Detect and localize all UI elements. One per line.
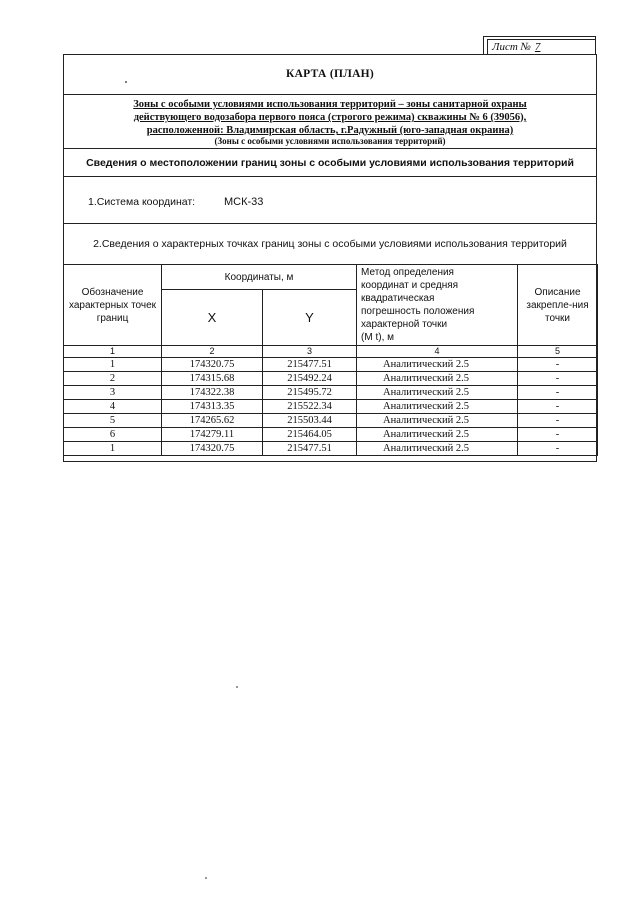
- column-number: 4: [357, 346, 518, 358]
- points-heading-row: [64, 224, 596, 264]
- table-row: [64, 414, 598, 428]
- description: -: [518, 358, 598, 372]
- method: Аналитический 2.5: [357, 428, 518, 442]
- table-header-row: [64, 265, 598, 290]
- y-coordinate: 215495.72: [263, 386, 357, 400]
- sheet-number: 7: [534, 41, 541, 53]
- x-coordinate: 174320.75: [162, 358, 263, 372]
- y-coordinate: 215477.51: [263, 442, 357, 456]
- x-coordinate: 174320.75: [162, 442, 263, 456]
- x-coordinate: 174322.38: [162, 386, 263, 400]
- description: -: [518, 428, 598, 442]
- column-number: 1: [64, 346, 162, 358]
- header-method-line: характерной точки: [361, 319, 448, 330]
- sheet-number-label: [487, 39, 595, 54]
- header-method: [357, 265, 518, 346]
- y-coordinate: 215477.51: [263, 358, 357, 372]
- method: Аналитический 2.5: [357, 386, 518, 400]
- x-coordinate: 174315.68: [162, 372, 263, 386]
- header-method-line: Метод определения: [361, 267, 454, 278]
- point-number: 4: [64, 400, 162, 414]
- sheet-number-box: [483, 36, 596, 55]
- points-heading: 2.Сведения о характерных точках границ зоны с особыми условиями использования территорий: [93, 238, 567, 250]
- x-coordinate: 174265.62: [162, 414, 263, 428]
- boundaries-heading-row: [64, 149, 596, 177]
- column-number: 2: [162, 346, 263, 358]
- point-number: 2: [64, 372, 162, 386]
- coord-system-value: МСК-33: [224, 196, 264, 208]
- header-coordinates: Координаты, м: [162, 265, 357, 290]
- table-row: [64, 372, 598, 386]
- coord-system-label: 1.Система координат:: [88, 196, 196, 208]
- description: -: [518, 442, 598, 456]
- point-number: 1: [64, 442, 162, 456]
- sheet-label: Лист №: [492, 41, 531, 53]
- table-row: [64, 442, 598, 456]
- header-method-line: (M t), м: [361, 332, 394, 343]
- method: Аналитический 2.5: [357, 372, 518, 386]
- header-method-line: квадратическая: [361, 293, 435, 304]
- method: Аналитический 2.5: [357, 400, 518, 414]
- method: Аналитический 2.5: [357, 414, 518, 428]
- header-description: Описание закрепле-ния точки: [518, 265, 598, 346]
- speck: [125, 81, 127, 83]
- method: Аналитический 2.5: [357, 442, 518, 456]
- scan-speck: [205, 877, 207, 879]
- scan-speck: [236, 686, 238, 688]
- description: -: [518, 400, 598, 414]
- x-coordinate: 174279.11: [162, 428, 263, 442]
- x-coordinate: 174313.35: [162, 400, 263, 414]
- point-number: 6: [64, 428, 162, 442]
- y-coordinate: 215492.24: [263, 372, 357, 386]
- header-point-designation: Обозначение характерных точек границ: [64, 265, 162, 346]
- points-table: [63, 264, 598, 456]
- method: Аналитический 2.5: [357, 358, 518, 372]
- column-number: 5: [518, 346, 598, 358]
- description: -: [518, 414, 598, 428]
- table-row: [64, 400, 598, 414]
- zone-line-3: расположенной: Владимирская область, г.Радужный (юго-западная окраина): [146, 125, 514, 136]
- point-number: 1: [64, 358, 162, 372]
- zone-caption: (Зоны с особыми условиями использования территорий): [214, 136, 446, 146]
- table-row: [64, 386, 598, 400]
- header-x: X: [162, 290, 263, 346]
- document-title: КАРТА (ПЛАН): [285, 68, 375, 80]
- description: -: [518, 386, 598, 400]
- boundaries-heading: Сведения о местоположении границ зоны с особыми условиями использования территорий: [86, 157, 574, 169]
- zone-text: [64, 98, 596, 137]
- column-number: 3: [263, 346, 357, 358]
- zone-description: [64, 95, 596, 149]
- y-coordinate: 215522.34: [263, 400, 357, 414]
- header-method-line: координат и средняя: [361, 280, 459, 291]
- y-coordinate: 215503.44: [263, 414, 357, 428]
- point-number: 5: [64, 414, 162, 428]
- zone-line-1: Зоны с особыми условиями использования территорий – зоны санитарной охраны: [133, 99, 527, 110]
- description: -: [518, 372, 598, 386]
- point-number: 3: [64, 386, 162, 400]
- document-frame: [63, 54, 597, 462]
- table-row: [64, 358, 598, 372]
- coordinate-system-row: [64, 177, 596, 224]
- title-row: [64, 55, 596, 95]
- header-method-line: погрешность положения: [361, 306, 475, 317]
- zone-line-2: действующего водозабора первого пояса (строгого режима) скважины № 6 (39056),: [133, 112, 527, 123]
- column-number-row: [64, 346, 598, 358]
- y-coordinate: 215464.05: [263, 428, 357, 442]
- table-row: [64, 428, 598, 442]
- header-y: Y: [263, 290, 357, 346]
